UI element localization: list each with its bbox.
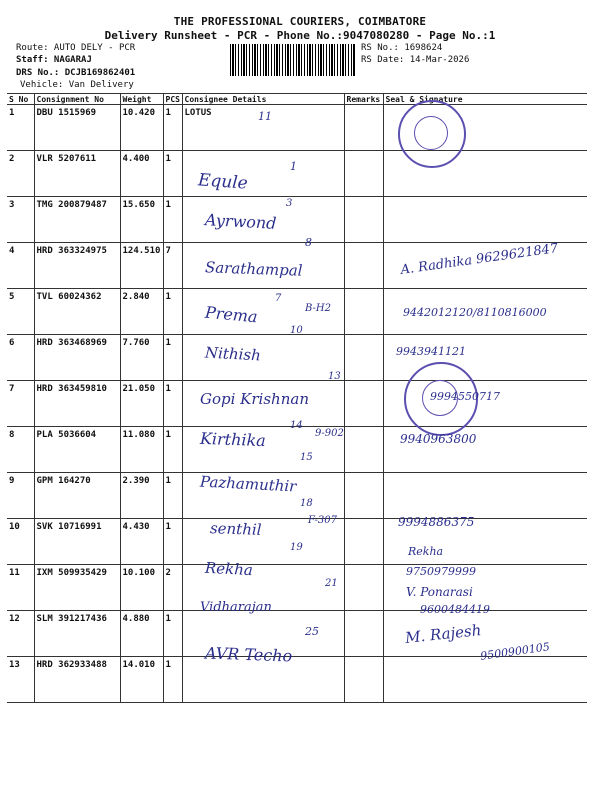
col-header-consignment: Consignment No — [34, 94, 120, 105]
consignment-number: HRD 363324975 — [34, 243, 120, 289]
handwritten-signature: M. Rajesh — [404, 621, 483, 647]
pieces: 1 — [163, 151, 182, 197]
handwritten-signature: V. Ponarasi — [406, 585, 473, 599]
consignment-number: TMG 200879487 — [34, 197, 120, 243]
pieces: 1 — [163, 657, 182, 703]
pieces: 1 — [163, 381, 182, 427]
handwritten-mark: 18 — [300, 498, 313, 509]
consignment-number: DBU 1515969 — [34, 105, 120, 151]
handwritten-name: Equle — [197, 170, 249, 194]
handwritten-mark: B-H2 — [305, 303, 331, 314]
handwritten-mark: 19 — [290, 542, 303, 553]
table-row — [7, 565, 587, 611]
pieces: 1 — [163, 335, 182, 381]
col-header-sno: S No — [7, 94, 34, 105]
handwritten-mark: 7 — [275, 293, 282, 304]
handwritten-mark: 3 — [286, 198, 293, 209]
serial-number: 4 — [7, 243, 34, 289]
table-row — [7, 473, 587, 519]
remarks — [344, 105, 383, 151]
seal-signature — [383, 473, 587, 519]
vehicle-text: Vehicle: Van Delivery — [20, 80, 134, 90]
serial-number: 10 — [7, 519, 34, 565]
pieces: 1 — [163, 289, 182, 335]
handwritten-mark: 10 — [290, 325, 303, 336]
consignment-number: PLA 5036604 — [34, 427, 120, 473]
remarks — [344, 243, 383, 289]
consignment-number: HRD 363459810 — [34, 381, 120, 427]
weight: 2.390 — [120, 473, 163, 519]
handwritten-name: senthil — [209, 519, 262, 539]
pieces: 7 — [163, 243, 182, 289]
handwritten-mark: 15 — [300, 452, 313, 463]
handwritten-mark: 1 — [290, 160, 297, 173]
barcode — [230, 44, 356, 76]
handwritten-mark: 9-902 — [315, 428, 344, 439]
remarks — [344, 565, 383, 611]
handwritten-signature: 9994886375 — [398, 515, 475, 529]
handwritten-mark: F-307 — [308, 515, 337, 526]
consignment-number: SVK 10716991 — [34, 519, 120, 565]
col-header-signature: Seal & Signature — [383, 94, 587, 105]
consignee-details: LOTUS — [182, 105, 344, 151]
pieces: 1 — [163, 473, 182, 519]
remarks — [344, 519, 383, 565]
serial-number: 8 — [7, 427, 34, 473]
company-stamp — [398, 100, 466, 168]
handwritten-mark: 11 — [258, 110, 272, 123]
serial-number: 1 — [7, 105, 34, 151]
handwritten-name: Prema — [204, 302, 259, 327]
table-row — [7, 197, 587, 243]
serial-number: 2 — [7, 151, 34, 197]
weight: 14.010 — [120, 657, 163, 703]
weight: 2.840 — [120, 289, 163, 335]
serial-number: 12 — [7, 611, 34, 657]
col-header-remarks: Remarks — [344, 94, 383, 105]
serial-number: 13 — [7, 657, 34, 703]
table-row — [7, 657, 587, 703]
remarks — [344, 151, 383, 197]
handwritten-name: Ayrwond — [204, 210, 277, 233]
serial-number: 11 — [7, 565, 34, 611]
remarks — [344, 611, 383, 657]
consignment-number: HRD 362933488 — [34, 657, 120, 703]
rs-number: RS No.: 1698624 — [361, 43, 443, 53]
col-header-weight: Weight — [120, 94, 163, 105]
remarks — [344, 473, 383, 519]
serial-number: 7 — [7, 381, 34, 427]
col-header-consignee: Consignee Details — [182, 94, 344, 105]
table-row — [7, 151, 587, 197]
handwritten-name: Gopi Krishnan — [200, 390, 309, 408]
drs-number: DRS No.: DCJB169862401 — [16, 68, 136, 78]
company-title: THE PROFESSIONAL COURIERS, COIMBATORE — [173, 15, 427, 28]
table-row — [7, 105, 587, 151]
handwritten-signature: 9442012120/8110816000 — [403, 306, 547, 319]
handwritten-mark: 21 — [325, 578, 338, 589]
col-header-pcs: PCS — [163, 94, 182, 105]
route-text: Route: AUTO DELY - PCR — [16, 43, 136, 53]
handwritten-mark: 13 — [328, 371, 341, 382]
runsheet-subtitle: Delivery Runsheet - PCR - Phone No.:9047080280 - Page No.:1 — [104, 29, 496, 42]
handwritten-name: Sarathampal — [204, 258, 303, 280]
remarks — [344, 289, 383, 335]
weight: 4.400 — [120, 151, 163, 197]
table-row — [7, 427, 587, 473]
seal-signature — [383, 197, 587, 243]
pieces: 1 — [163, 105, 182, 151]
remarks — [344, 657, 383, 703]
weight: 15.650 — [120, 197, 163, 243]
remarks — [344, 335, 383, 381]
serial-number: 6 — [7, 335, 34, 381]
weight: 21.050 — [120, 381, 163, 427]
weight: 10.420 — [120, 105, 163, 151]
seal-signature — [383, 657, 587, 703]
handwritten-signature: 9500900105 — [479, 640, 551, 663]
staff-text: Staff: NAGARAJ — [16, 55, 92, 65]
handwritten-name: Nithish — [204, 343, 262, 365]
weight: 4.880 — [120, 611, 163, 657]
serial-number: 3 — [7, 197, 34, 243]
handwritten-name: AVR Techo — [204, 643, 293, 666]
remarks — [344, 197, 383, 243]
weight: 10.100 — [120, 565, 163, 611]
handwritten-signature: 9943941121 — [396, 345, 466, 358]
consignment-number: TVL 60024362 — [34, 289, 120, 335]
table-row — [7, 335, 587, 381]
serial-number: 5 — [7, 289, 34, 335]
handwritten-signature: 9994550717 — [430, 390, 500, 403]
handwritten-name: Pazhamuthir — [199, 472, 297, 496]
handwritten-mark: 25 — [305, 625, 319, 638]
handwritten-signature: A. Radhika 9629621847 — [399, 241, 560, 278]
pieces: 1 — [163, 197, 182, 243]
pieces: 1 — [163, 611, 182, 657]
serial-number: 9 — [7, 473, 34, 519]
consignment-number: HRD 363468969 — [34, 335, 120, 381]
handwritten-signature: 9600484419 — [420, 603, 490, 616]
handwritten-signature: Rekha — [408, 545, 444, 558]
remarks — [344, 427, 383, 473]
table-header-row — [7, 94, 587, 105]
weight: 124.510 — [120, 243, 163, 289]
weight: 7.760 — [120, 335, 163, 381]
weight: 4.430 — [120, 519, 163, 565]
pieces: 1 — [163, 427, 182, 473]
handwritten-signature: 9750979999 — [406, 565, 476, 578]
rs-date: RS Date: 14-Mar-2026 — [361, 55, 470, 65]
pieces: 2 — [163, 565, 182, 611]
consignment-number: VLR 5207611 — [34, 151, 120, 197]
pieces: 1 — [163, 519, 182, 565]
consignment-number: GPM 164270 — [34, 473, 120, 519]
remarks — [344, 381, 383, 427]
consignment-number: SLM 391217436 — [34, 611, 120, 657]
handwritten-mark: 14 — [290, 420, 303, 431]
handwritten-name: Rekha — [204, 558, 254, 580]
consignment-number: IXM 509935429 — [34, 565, 120, 611]
weight: 11.080 — [120, 427, 163, 473]
handwritten-name: Kirthika — [199, 428, 267, 451]
handwritten-mark: 8 — [305, 236, 312, 249]
handwritten-name: Vidharajan — [200, 600, 272, 615]
handwritten-signature: 9940963800 — [400, 432, 477, 446]
